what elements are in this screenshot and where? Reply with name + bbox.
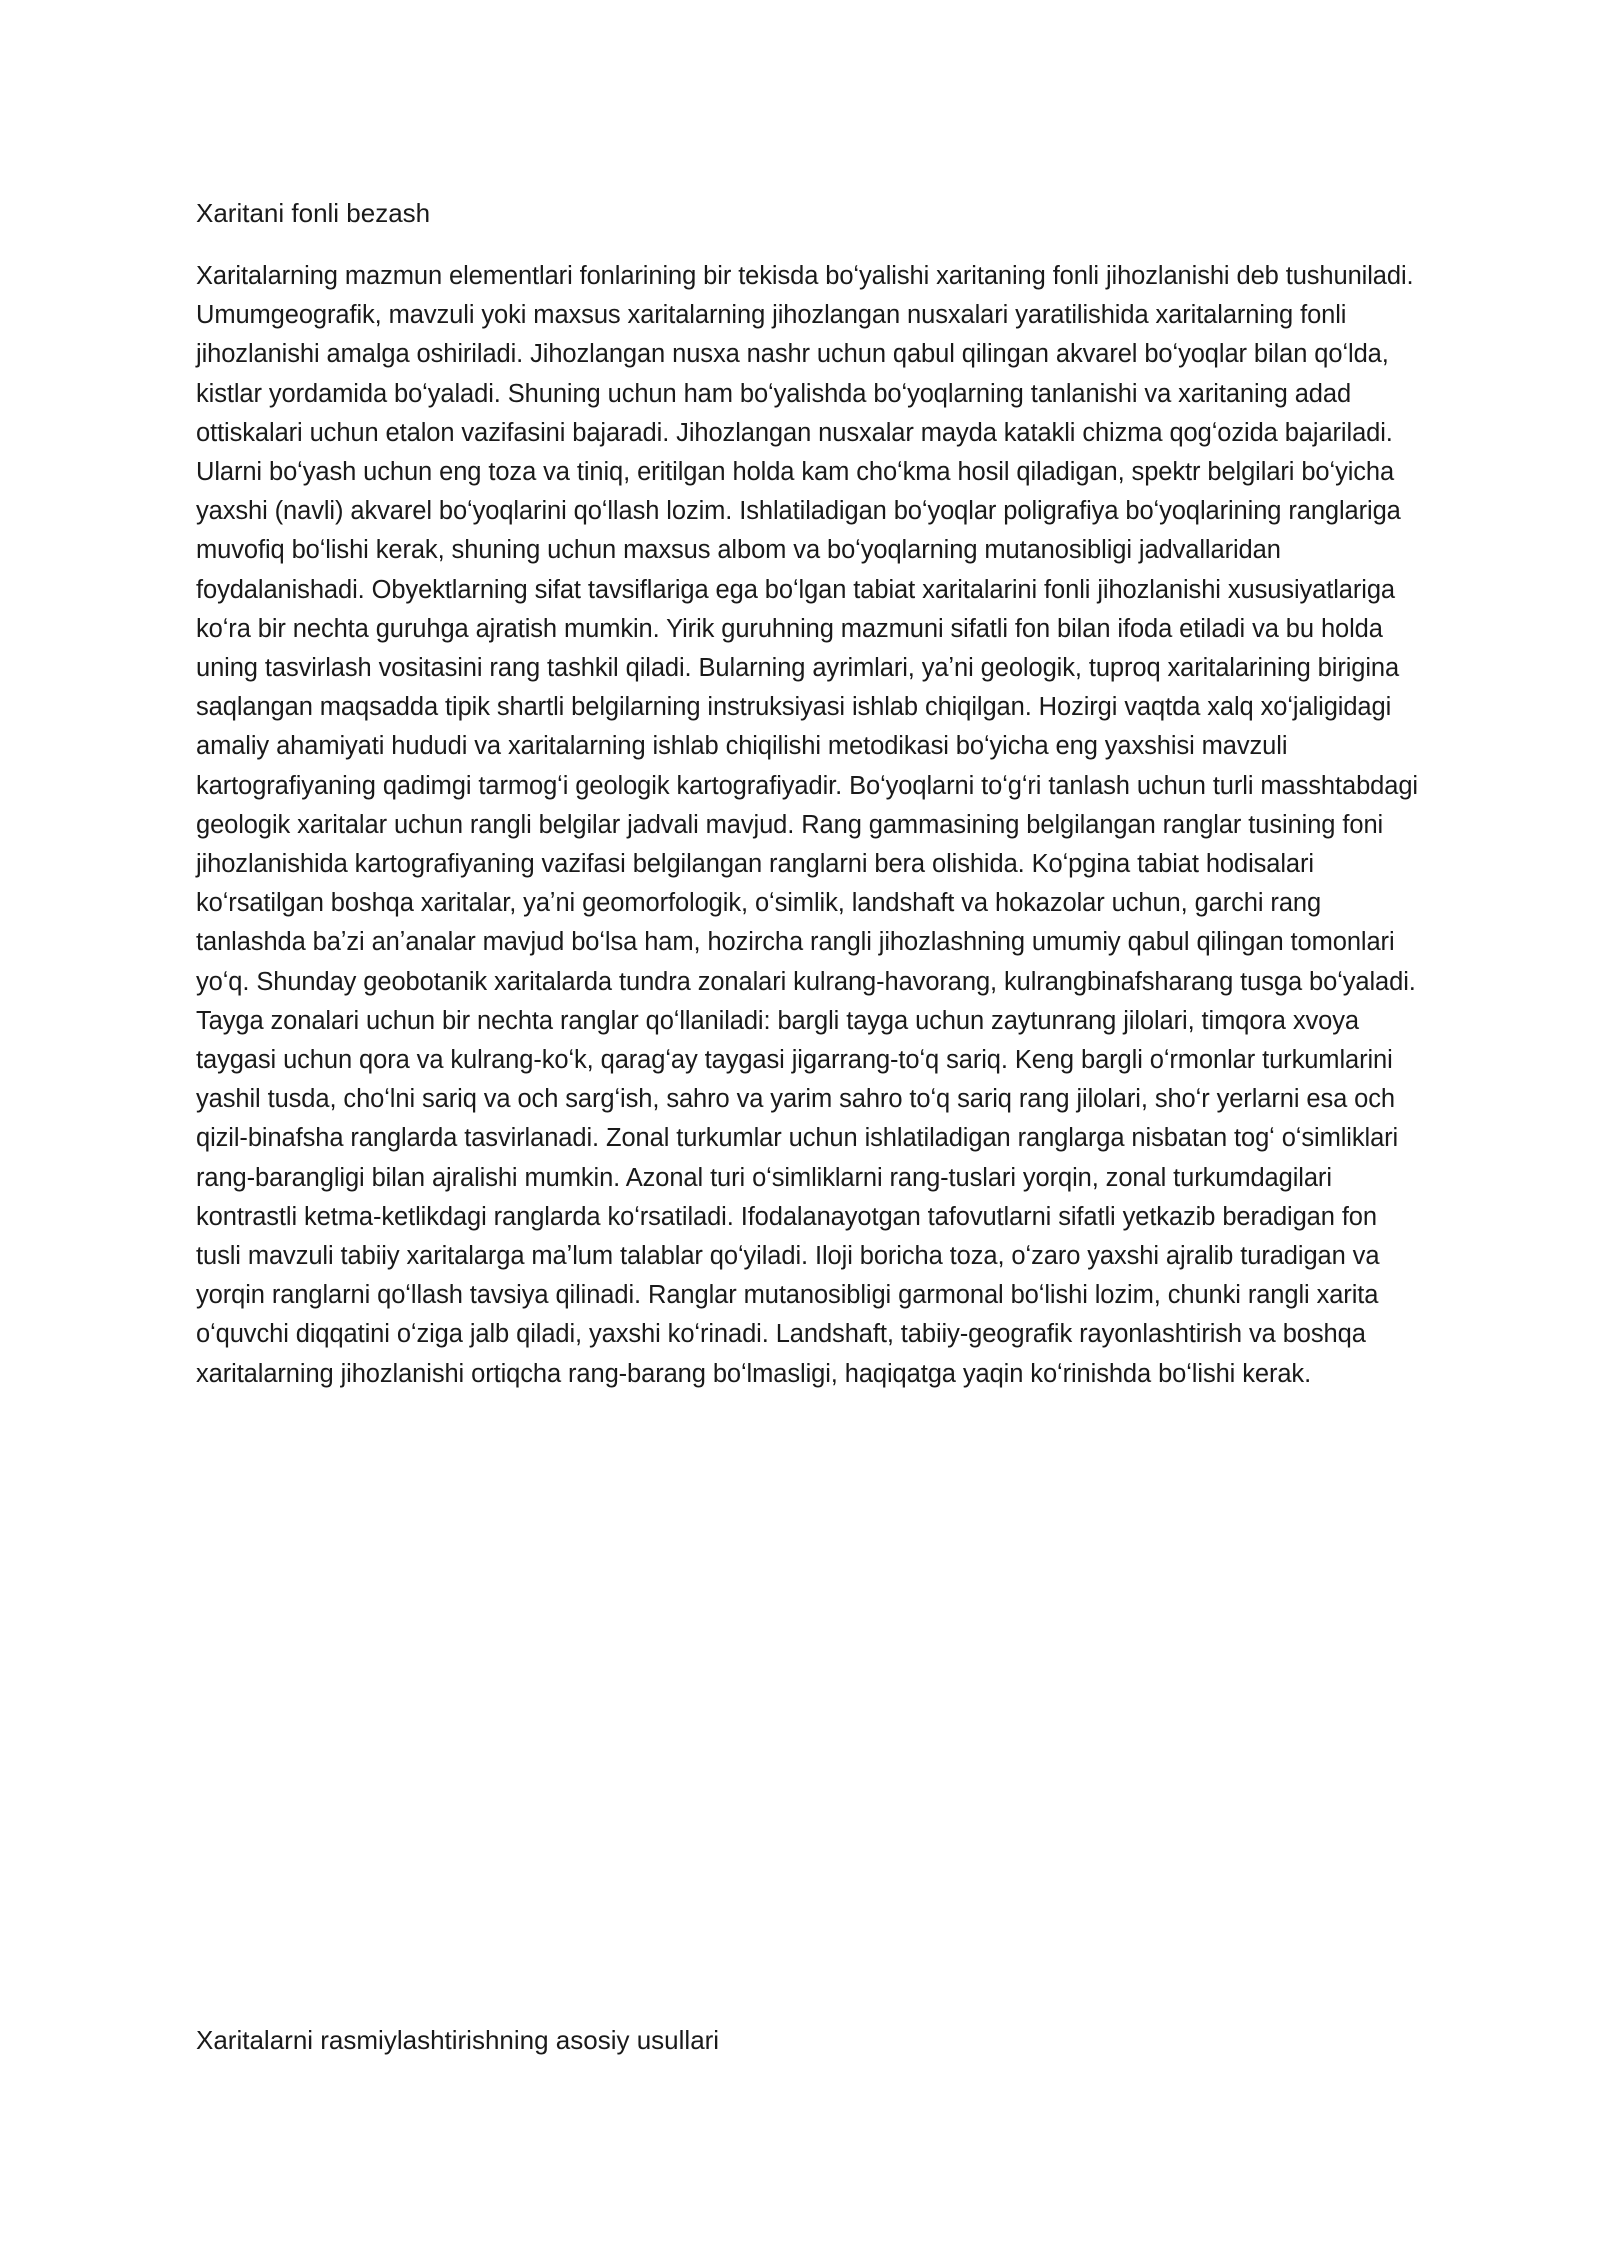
section-title: Xaritani fonli bezash bbox=[196, 198, 431, 228]
next-section-title: Xaritalarni rasmiylashtirishning asosiy usullari bbox=[196, 2025, 720, 2055]
body-paragraph: Xaritalarning mazmun elementlari fonlarining bir tekisda boʻyalishi xaritaning fonli jihozlanishi deb tushuniladi. Umumgeografik, mavzuli yoki maxsus xaritalarning jihozlangan nusxalari yaratilishida xaritalarning fonli jihozlanishi amalga oshiriladi. Jihozlangan nusxa nashr uchun qabul qilingan akvarel boʻyoqlar bilan qoʻlda, kistlar yordamida boʻyaladi. Shuning uchun ham boʻyalishda boʻyoqlarning tanlanishi va xaritaning adad ottiskalari uchun etalon vazifasini bajaradi. Jihozlangan nusxalar mayda katakli chizma qogʻozida bajariladi. Ularni boʻyash uchun eng toza va tiniq, eritilgan holda kam choʻkma hosil qiladigan, spektr belgilari boʻyicha yaxshi (navli) akvarel boʻyoqlarini qoʻllash lozim. Ishlatiladigan boʻyoqlar poligrafiya boʻyoqlarining ranglariga muvofiq boʻlishi kerak, shuning uchun maxsus albom va boʻyoqlarning mutanosibligi jadvallaridan foydalanishadi. Obyektlarning sifat tavsiflariga ega boʻlgan tabiat xaritalarini fonli jihozlanishi xususiyatlariga koʻra bir nechta guruhga ajratish mumkin. Yirik guruhning mazmuni sifatli fon bilan ifoda etiladi va bu holda uning tasvirlash vositasini rang tashkil qiladi. Bularning ayrimlari, yaʼni geologik, tuproq xaritalarining birigina saqlangan maqsadda tipik shartli belgilarning instruksiyasi ishlab chiqilgan. Hozirgi vaqtda xalq xoʻjaligidagi amaliy ahamiyati hududi va xaritalarning ishlab chiqilishi metodikasi boʻyicha eng yaxshisi mavzuli kartografiyaning qadimgi tarmogʻi geologik kartografiyadir. Boʻyoqlarni toʻgʻri tanlash uchun turli masshtabdagi geologik xaritalar uchun rangli belgilar jadvali mavjud. Rang gammasining belgilangan ranglar tusining foni jihozlanishida kartografiyaning vazifasi belgilangan ranglarni bera olishida. Koʻpgina tabiat hodisalari koʻrsatilgan boshqa xaritalar, yaʼni geomorfologik, oʻsimlik, landshaft va hokazolar uchun, garchi rang tanlashda baʼzi anʼanalar mavjud boʻlsa ham, hozircha rangli jihozlashning umumiy qabul qilingan tomonlari yoʻq. Shunday geobotanik xaritalarda tundra zonalari kulrang-havorang, kulrangbinafsharang tusga boʻyaladi. Tayga zonalari uchun bir nechta ranglar qoʻllaniladi: bargli tayga uchun zaytunrang jilolari, timqora xvoya taygasi uchun qora va kulrang-koʻk, qaragʻay taygasi jigarrang-toʻq sariq. Keng bargli oʻrmonlar turkumlarini yashil tusda, choʻlni sariq va och sargʻish, sahro va yarim sahro toʻq sariq rang jilolari, shoʻr yerlarni esa och qizil-binafsha ranglarda tasvirlanadi. Zonal turkumlar uchun ishlatiladigan ranglarga nisbatan togʻ oʻsimliklari rang-barangligi bilan ajralishi mumkin. Azonal turi oʻsimliklarni rang-tuslari yorqin, zonal turkumdagilari kontrastli ketma-ketlikdagi ranglarda koʻrsatiladi. Ifodalanayotgan tafovutlarni sifatli yetkazib beradigan fon tusli mavzuli tabiiy xaritalarga maʼlum talablar qoʻyiladi. Iloji boricha toza, oʻzaro yaxshi ajralib turadigan va yorqin ranglarni qoʻllash tavsiya qilinadi. Ranglar mutanosibligi garmonal boʻlishi lozim, chunki rangli xarita oʻquvchi diqqatini oʻziga jalb qiladi, yaxshi koʻrinadi. Landshaft, tabiiy-geografik rayonlashtirish va boshqa xaritalarning jihozlanishi ortiqcha rang-barang boʻlmasligi, haqiqatga yaqin koʻrinishda boʻlishi kerak. bbox=[196, 262, 1418, 1388]
